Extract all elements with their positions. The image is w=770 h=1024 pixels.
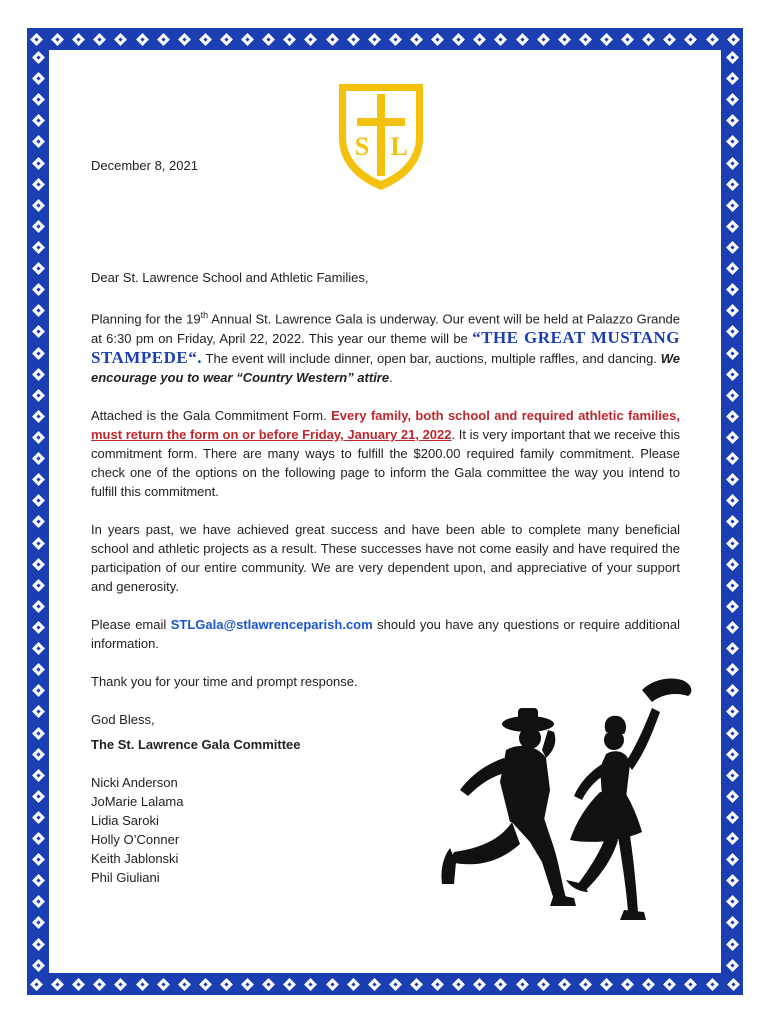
diamond-ornament-icon [32, 157, 45, 170]
diamond-ornament-icon [157, 33, 170, 46]
required-families-note: Every family, both school and required athletic families, [331, 408, 680, 424]
committee-member-name: JoMarie Lalama [91, 794, 184, 810]
text: . [389, 370, 393, 386]
diamond-ornament-icon [32, 452, 45, 465]
diamond-ornament-icon [726, 600, 739, 613]
diamond-ornament-icon [558, 978, 571, 991]
diamond-ornament-icon [452, 33, 465, 46]
diamond-ornament-icon [726, 896, 739, 909]
diamond-ornament-icon [305, 33, 318, 46]
diamond-ornament-icon [726, 494, 739, 507]
diamond-ornament-icon [32, 473, 45, 486]
committee-signature: The St. Lawrence Gala Committee [91, 737, 301, 753]
diamond-ornament-icon [726, 874, 739, 887]
diamond-ornament-icon [199, 978, 212, 991]
diamond-ornament-icon [262, 978, 275, 991]
diamond-ornament-icon [726, 684, 739, 697]
diamond-ornament-icon [32, 558, 45, 571]
diamond-ornament-icon [495, 33, 508, 46]
text: Please email [91, 617, 171, 633]
diamond-ornament-icon [389, 33, 402, 46]
diamond-ornament-icon [241, 33, 254, 46]
border-left [27, 50, 49, 973]
diamond-ornament-icon [157, 978, 170, 991]
diamond-ornament-icon [262, 33, 275, 46]
diamond-ornament-icon [115, 33, 128, 46]
committee-member-name: Keith Jablonski [91, 851, 179, 867]
text: Annual St. Lawrence Gala is underway. Our event will be held at Palazzo Grande at 6:30 pm on Friday, April 22, 2022. This year our theme will be [91, 311, 681, 347]
diamond-ornament-icon [32, 959, 45, 972]
diamond-ornament-icon [726, 621, 739, 634]
diamond-ornament-icon [685, 978, 698, 991]
diamond-ornament-icon [685, 33, 698, 46]
committee-member-name: Phil Giuliani [91, 870, 160, 886]
diamond-ornament-icon [727, 33, 740, 46]
diamond-ornament-icon [726, 959, 739, 972]
diamond-ornament-icon [726, 368, 739, 381]
diamond-ornament-icon [32, 642, 45, 655]
diamond-ornament-icon [431, 33, 444, 46]
diamond-ornament-icon [727, 978, 740, 991]
diamond-ornament-icon [726, 114, 739, 127]
diamond-ornament-icon [32, 262, 45, 275]
diamond-ornament-icon [726, 790, 739, 803]
text: . It is very important that we receive this commitment form. There are many ways to fulfill the $200.00 required family commitment. Please check one of the options on the following page to inform the Gala committee the way you intend to fulfill this commitment. [91, 427, 681, 500]
diamond-ornament-icon [32, 600, 45, 613]
diamond-ornament-icon [726, 832, 739, 845]
diamond-ornament-icon [663, 33, 676, 46]
diamond-ornament-icon [32, 938, 45, 951]
text: Attached is the Gala Commitment Form. [91, 408, 332, 424]
diamond-ornament-icon [368, 978, 381, 991]
diamond-ornament-icon [726, 157, 739, 170]
diamond-ornament-icon [115, 978, 128, 991]
diamond-ornament-icon [32, 917, 45, 930]
diamond-ornament-icon [32, 368, 45, 381]
diamond-ornament-icon [726, 304, 739, 317]
diamond-ornament-icon [220, 978, 233, 991]
diamond-ornament-icon [726, 473, 739, 486]
diamond-ornament-icon [32, 537, 45, 550]
diamond-ornament-icon [32, 178, 45, 191]
diamond-ornament-icon [32, 684, 45, 697]
diamond-ornament-icon [726, 72, 739, 85]
committee-member-name: Nicki Anderson [91, 775, 178, 791]
paragraph-contact [91, 615, 680, 653]
diamond-ornament-icon [726, 326, 739, 339]
diamond-ornament-icon [706, 33, 719, 46]
diamond-ornament-icon [726, 579, 739, 592]
paragraph-commitment-form [91, 406, 680, 501]
diamond-ornament-icon [32, 706, 45, 719]
paragraph-past-success: In years past, we have achieved great success and have been able to complete many beneficial school and athletic projects as a result. These successes have not come easily and have required the participation of our entire community. We are very dependent upon, and appreciative of your support and generosity. [91, 522, 680, 595]
closing: God Bless, [91, 712, 155, 728]
diamond-ornament-icon [326, 978, 339, 991]
diamond-ornament-icon [32, 51, 45, 64]
diamond-ornament-icon [32, 304, 45, 317]
letter-date: December 8, 2021 [91, 158, 198, 173]
diamond-ornament-icon [32, 410, 45, 423]
attire-note: We encourage you to wear “Country Western” attire [91, 351, 680, 386]
diamond-ornament-icon [32, 748, 45, 761]
ordinal-suffix: th [200, 310, 209, 320]
diamond-ornament-icon [726, 136, 739, 149]
diamond-ornament-icon [726, 748, 739, 761]
diamond-ornament-icon [32, 326, 45, 339]
diamond-ornament-icon [178, 978, 191, 991]
diamond-ornament-icon [32, 72, 45, 85]
diamond-ornament-icon [32, 727, 45, 740]
diamond-ornament-icon [663, 978, 676, 991]
diamond-ornament-icon [32, 93, 45, 106]
diamond-ornament-icon [32, 790, 45, 803]
diamond-ornament-icon [600, 33, 613, 46]
logo-letter-s: S [354, 132, 370, 161]
diamond-ornament-icon [516, 33, 529, 46]
diamond-ornament-icon [30, 978, 43, 991]
diamond-ornament-icon [347, 33, 360, 46]
diamond-ornament-icon [32, 832, 45, 845]
diamond-ornament-icon [32, 347, 45, 360]
school-shield-logo [335, 80, 427, 194]
diamond-ornament-icon [726, 727, 739, 740]
diamond-ornament-icon [706, 978, 719, 991]
diamond-ornament-icon [726, 410, 739, 423]
diamond-ornament-icon [558, 33, 571, 46]
diamond-ornament-icon [32, 220, 45, 233]
diamond-ornament-icon [621, 978, 634, 991]
diamond-ornament-icon [473, 978, 486, 991]
diamond-ornament-icon [726, 283, 739, 296]
email-link[interactable]: STLGala@stlawrenceparish.com [170, 617, 373, 633]
diamond-ornament-icon [726, 389, 739, 402]
diamond-ornament-icon [726, 938, 739, 951]
diamond-ornament-icon [726, 431, 739, 444]
diamond-ornament-icon [726, 811, 739, 824]
diamond-ornament-icon [32, 241, 45, 254]
diamond-ornament-icon [726, 51, 739, 64]
diamond-ornament-icon [726, 199, 739, 212]
border-right [721, 50, 743, 973]
diamond-ornament-icon [726, 220, 739, 233]
diamond-ornament-icon [389, 978, 402, 991]
diamond-ornament-icon [72, 978, 85, 991]
text: should you have any questions or require additional information. [91, 617, 680, 652]
diamond-ornament-icon [495, 978, 508, 991]
diamond-ornament-icon [726, 178, 739, 191]
diamond-ornament-icon [726, 706, 739, 719]
diamond-ornament-icon [726, 642, 739, 655]
diamond-ornament-icon [516, 978, 529, 991]
diamond-ornament-icon [579, 978, 592, 991]
diamond-ornament-icon [32, 516, 45, 529]
diamond-ornament-icon [347, 978, 360, 991]
diamond-ornament-icon [32, 579, 45, 592]
diamond-ornament-icon [32, 874, 45, 887]
border-bottom [27, 973, 743, 995]
diamond-ornament-icon [326, 33, 339, 46]
diamond-ornament-icon [32, 811, 45, 824]
diamond-ornament-icon [726, 347, 739, 360]
diamond-ornament-icon [537, 978, 550, 991]
diamond-ornament-icon [283, 33, 296, 46]
diamond-ornament-icon [32, 663, 45, 676]
committee-member-name: Lidia Saroki [91, 813, 159, 829]
diamond-ornament-icon [30, 33, 43, 46]
diamond-ornament-icon [726, 917, 739, 930]
diamond-ornament-icon [726, 769, 739, 782]
diamond-ornament-icon [32, 853, 45, 866]
text: Planning for the 19 [91, 311, 201, 327]
diamond-ornament-icon [368, 33, 381, 46]
diamond-ornament-icon [32, 136, 45, 149]
diamond-ornament-icon [452, 978, 465, 991]
diamond-ornament-icon [726, 516, 739, 529]
diamond-ornament-icon [178, 33, 191, 46]
diamond-ornament-icon [32, 389, 45, 402]
diamond-ornament-icon [241, 978, 254, 991]
diamond-ornament-icon [32, 769, 45, 782]
diamond-ornament-icon [410, 978, 423, 991]
diamond-ornament-icon [726, 452, 739, 465]
diamond-ornament-icon [32, 199, 45, 212]
diamond-ornament-icon [305, 978, 318, 991]
diamond-ornament-icon [537, 33, 550, 46]
diamond-ornament-icon [642, 33, 655, 46]
diamond-ornament-icon [726, 241, 739, 254]
logo-letter-l: L [390, 132, 408, 161]
diamond-ornament-icon [726, 558, 739, 571]
diamond-ornament-icon [726, 663, 739, 676]
diamond-ornament-icon [410, 33, 423, 46]
gala-theme: “THE GREAT MUSTANG STAMPEDE“. [91, 328, 680, 368]
paragraph-event-details [91, 306, 680, 387]
diamond-ornament-icon [51, 33, 64, 46]
diamond-ornament-icon [32, 283, 45, 296]
deadline-note: must return the form on or before Friday, January 21, 2022 [91, 427, 452, 443]
diamond-ornament-icon [32, 621, 45, 634]
border-top [27, 28, 743, 50]
diamond-ornament-icon [726, 537, 739, 550]
diamond-ornament-icon [473, 33, 486, 46]
diamond-ornament-icon [621, 33, 634, 46]
diamond-ornament-icon [136, 978, 149, 991]
committee-member-name: Holly O’Conner [91, 832, 180, 848]
paragraph-thanks: Thank you for your time and prompt response. [91, 674, 358, 690]
diamond-ornament-icon [32, 896, 45, 909]
diamond-ornament-icon [283, 978, 296, 991]
diamond-ornament-icon [32, 431, 45, 444]
diamond-ornament-icon [93, 33, 106, 46]
diamond-ornament-icon [32, 494, 45, 507]
greeting: Dear St. Lawrence School and Athletic Families, [91, 270, 369, 285]
text: The event will include dinner, open bar, auctions, multiple raffles, and dancing. [201, 351, 661, 367]
diamond-ornament-icon [726, 262, 739, 275]
diamond-ornament-icon [199, 33, 212, 46]
diamond-ornament-icon [32, 114, 45, 127]
diamond-ornament-icon [726, 93, 739, 106]
diamond-ornament-icon [726, 853, 739, 866]
diamond-ornament-icon [220, 33, 233, 46]
diamond-ornament-icon [431, 978, 444, 991]
diamond-ornament-icon [136, 33, 149, 46]
diamond-ornament-icon [642, 978, 655, 991]
diamond-ornament-icon [579, 33, 592, 46]
dancing-couple-silhouette-icon [430, 672, 698, 950]
diamond-ornament-icon [51, 978, 64, 991]
diamond-ornament-icon [72, 33, 85, 46]
diamond-ornament-icon [93, 978, 106, 991]
diamond-ornament-icon [600, 978, 613, 991]
